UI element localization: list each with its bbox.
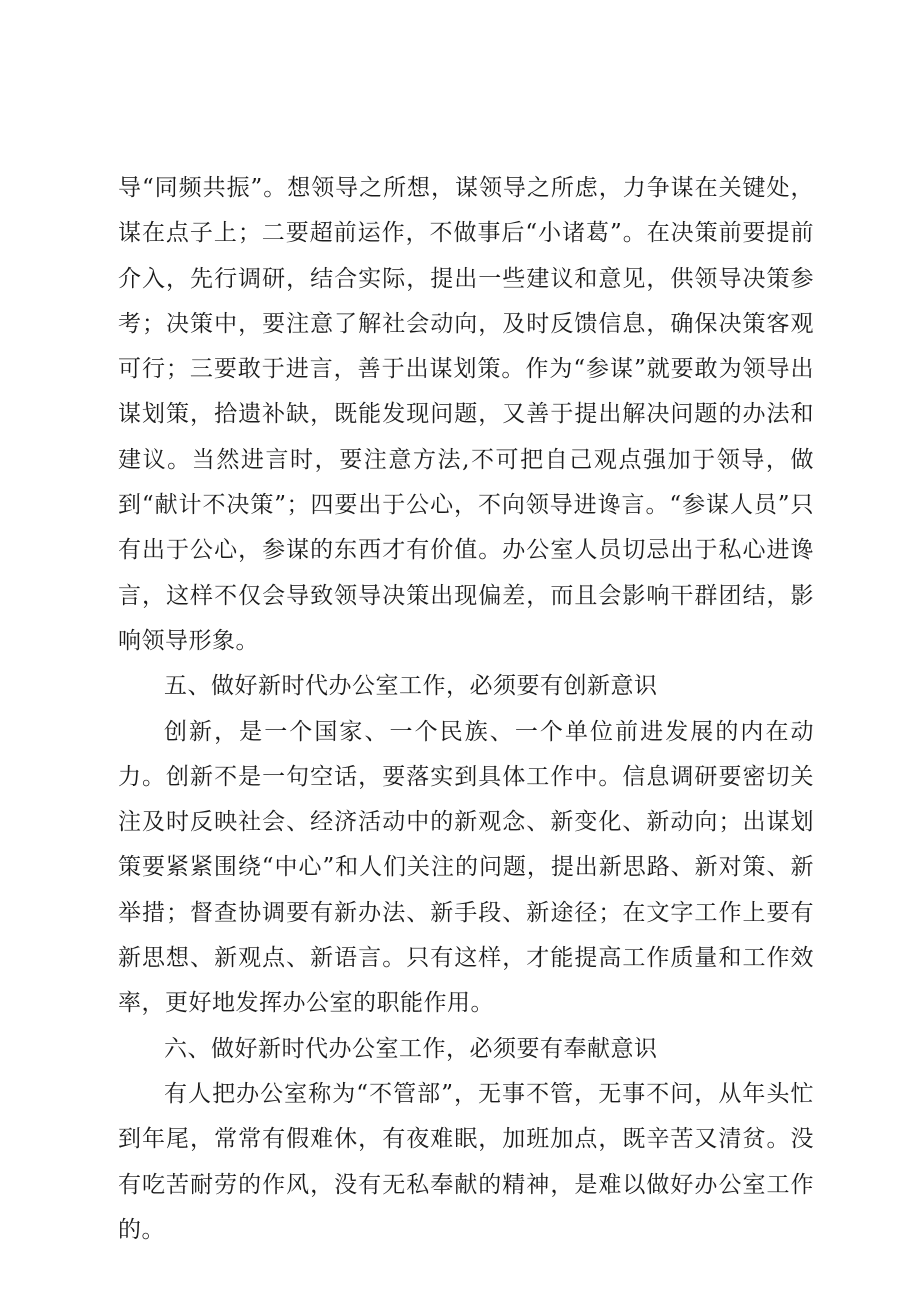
section-heading-innovation: 五、做好新时代办公室工作，必须要有创新意识 bbox=[164, 673, 658, 700]
paragraph-staff-advisor-duties: 导“同频共振”。想领导之所想，谋领导之所虑，力争谋在关键处，谋在点子上；二要超前运作，不做事后“小诸葛”。在决策前要提前介入，先行调研，结合实际，提出一些建议和意见，供领导决策参考；决策中，要注意了解社会动向，及时反馈信息，确保决策客观可行；三要敢于进言，善于出谋划策。作为“参谋”就要敢为领导出谋划策，拾遗补缺，既能发现问题，又善于提出解决问题的办法和建议。当然进言时，要注意方法,不可把自己观点强加于领导，做到“献计不决策”；四要出于公心，不向领导进谗言。“参谋人员”只有出于公心，参谋的东西才有价值。办公室人员切忌出于私心进谗言，这样不仅会导致领导决策出现偏差，而且会影响干群团结，影响领导形象。 bbox=[118, 175, 814, 654]
paragraph-innovation: 创新，是一个国家、一个民族、一个单位前进发展的内在动力。创新不是一句空话，要落实到具体工作中。信息调研要密切关注及时反映社会、经济活动中的新观念、新变化、新动向；出谋划策要紧紧围绕“中心”和人们关注的问题，提出新思路、新对策、新举措；督查协调要有新办法、新手段、新途径；在文字工作上要有新思想、新观点、新语言。只有这样，才能提高工作质量和工作效率，更好地发挥办公室的职能作用。 bbox=[118, 718, 814, 1017]
section-heading-dedication: 六、做好新时代办公室工作，必须要有奉献意识 bbox=[164, 1035, 658, 1062]
paragraph-dedication: 有人把办公室称为“不管部”，无事不管，无事不问，从年头忙到年尾，常常有假难休，有夜难眠，加班加点，既辛苦又清贫。没有吃苦耐劳的作风，没有无私奉献的精神，是难以做好办公室工作的。 bbox=[118, 1080, 814, 1243]
document-body bbox=[118, 166, 814, 1253]
